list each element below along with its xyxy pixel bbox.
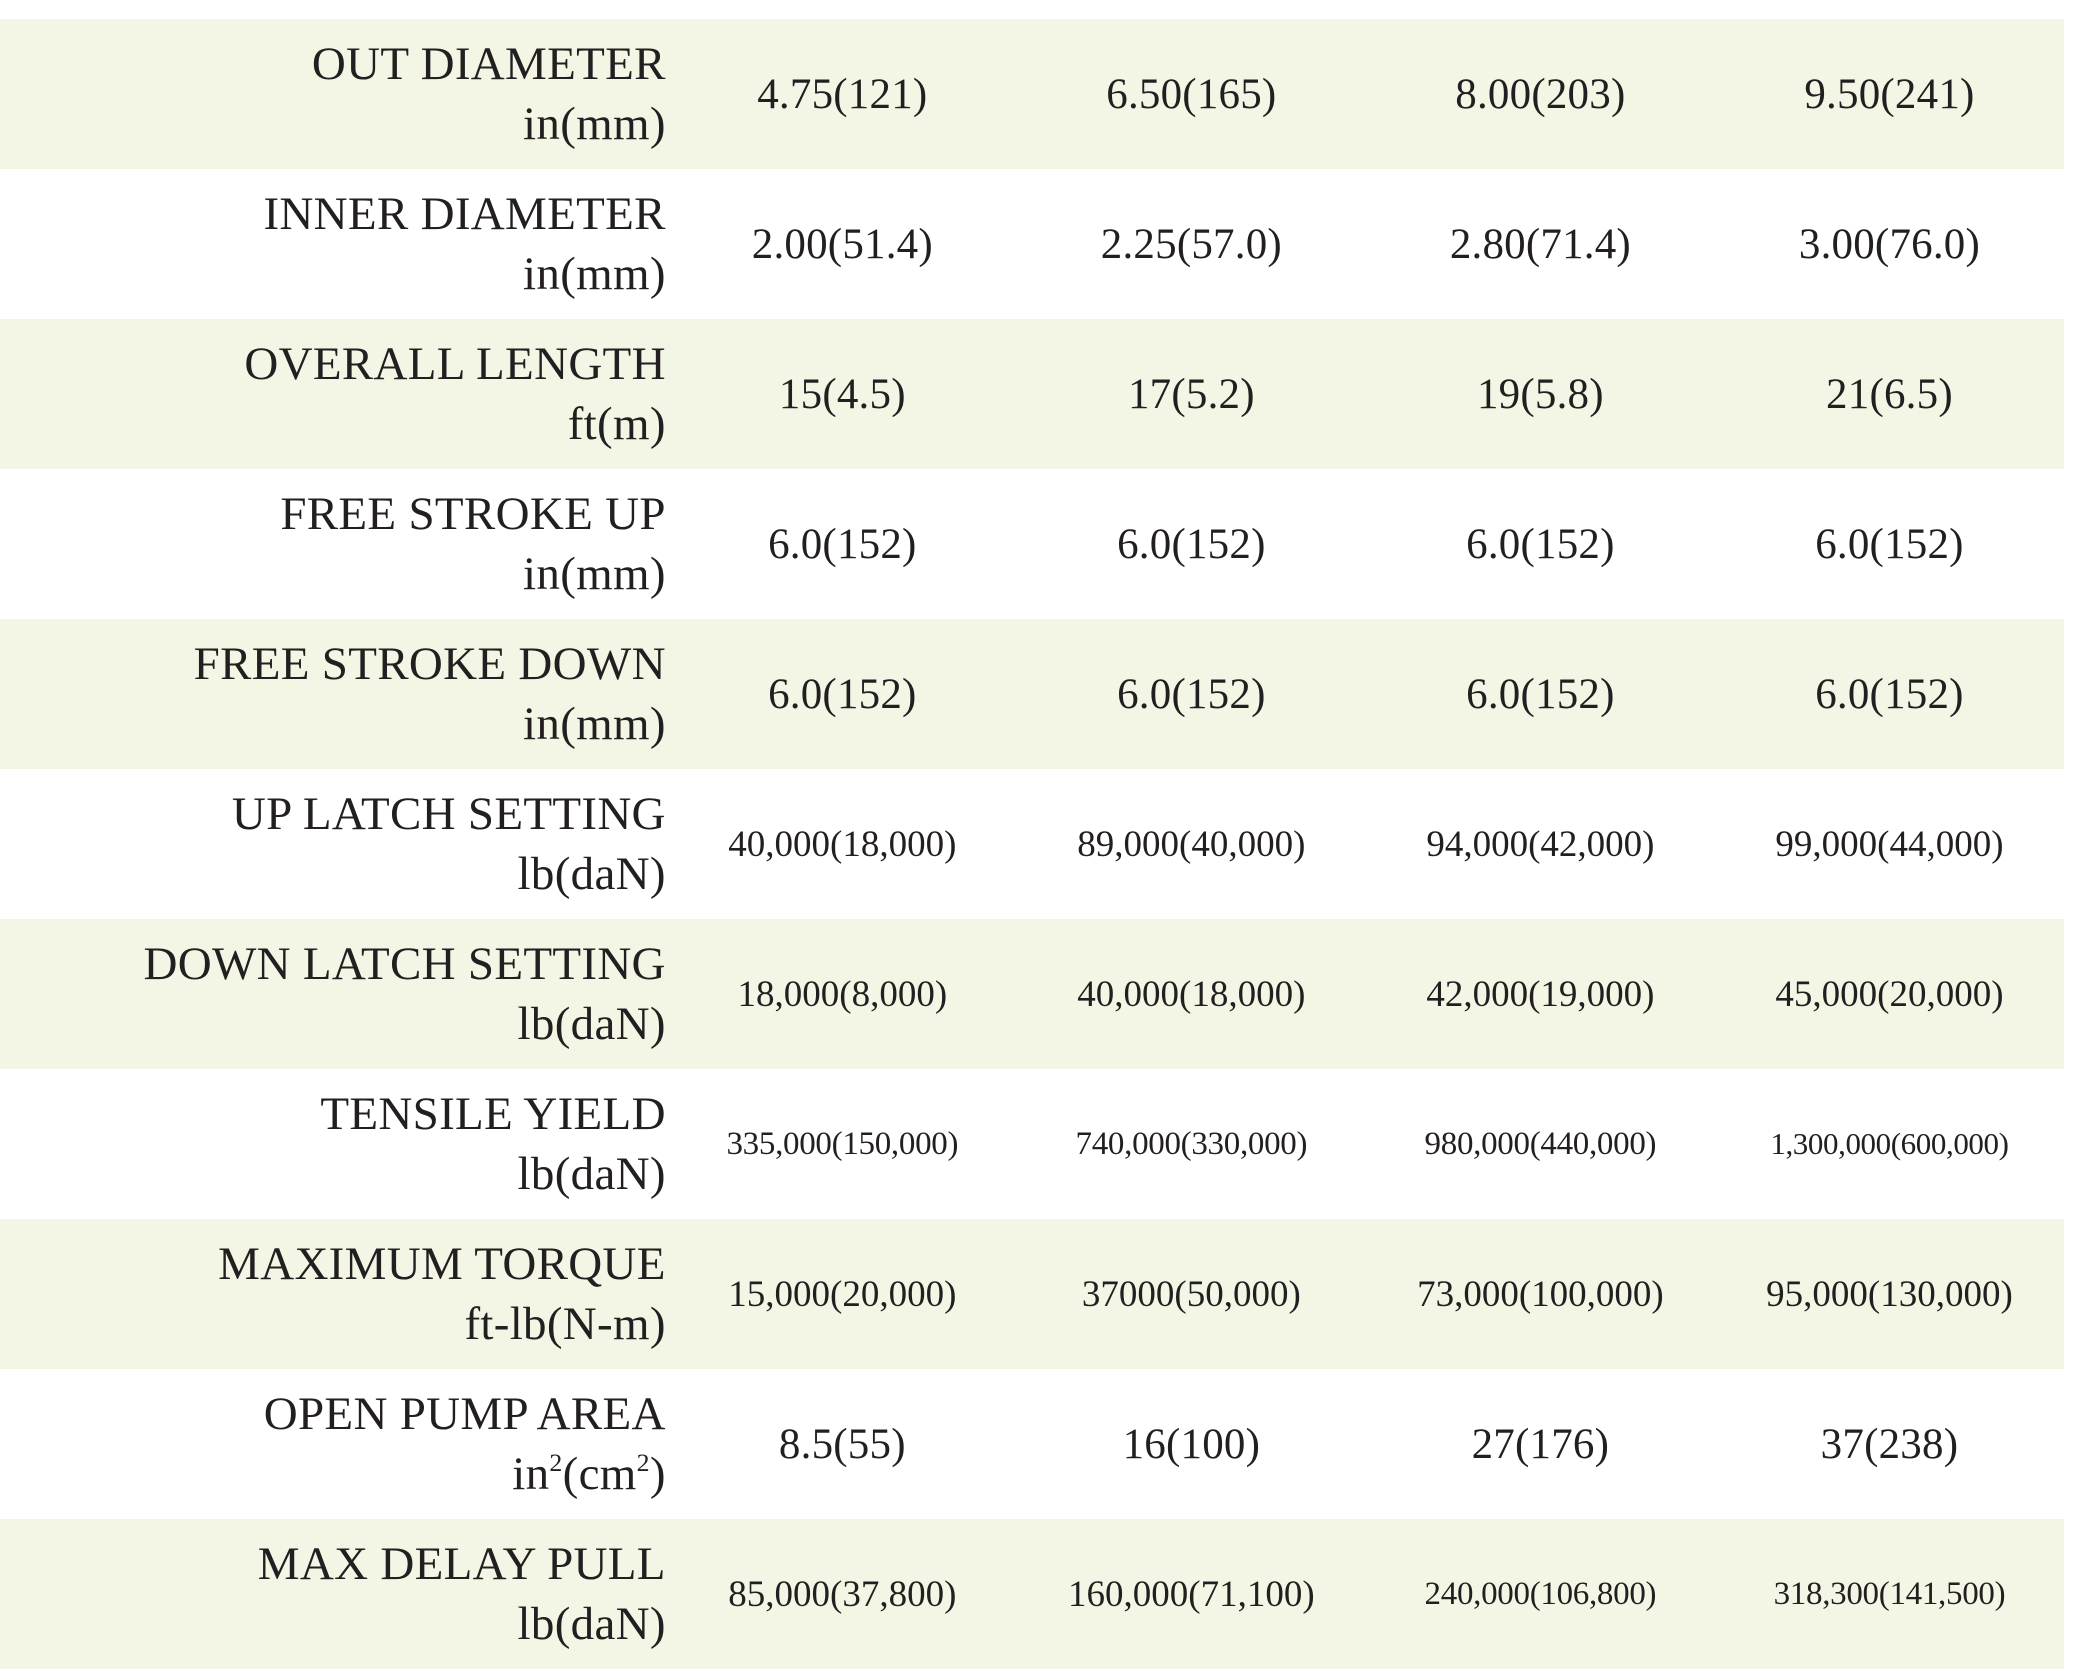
unit-part: in [512,1448,550,1500]
value-cell: 89,000(40,000) [1017,769,1366,919]
value-cell: 2.25(57.0) [1017,169,1366,319]
value-cell: 6.0(152) [1715,469,2064,619]
value-cell: 2.80(71.4) [1366,169,1715,319]
unit-part: (cm [562,1448,637,1500]
parameter-name: MAX DELAY PULL [257,1538,666,1590]
value-cell: 27(176) [1366,1369,1715,1519]
table-row [0,1069,2064,1219]
parameter-label [0,919,668,1069]
parameter-name: OPEN PUMP AREA [263,1388,666,1440]
value-cell: 3.00(76.0) [1715,169,2064,319]
value-cell: 40,000(18,000) [1017,919,1366,1069]
value-cell: 6.0(152) [1366,469,1715,619]
table-row [0,319,2064,469]
table-row [0,919,2064,1069]
value-cell: 15,000(20,000) [668,1219,1017,1369]
table-row [0,469,2064,619]
value-cell: 73,000(100,000) [1366,1219,1715,1369]
parameter-unit [0,1444,666,1504]
value-cell: 94,000(42,000) [1366,769,1715,919]
table-row [0,1219,2064,1369]
table-row [0,1519,2064,1669]
value-cell: 6.0(152) [1366,619,1715,769]
parameter-label [0,319,668,469]
parameter-name: DOWN LATCH SETTING [143,938,666,990]
value-cell: 8.5(55) [668,1369,1017,1519]
unit-superscript: 2 [549,1447,563,1477]
value-cell: 6.0(152) [668,469,1017,619]
value-cell: 21(6.5) [1715,319,2064,469]
value-cell: 37(238) [1715,1369,2064,1519]
value-cell: 99,000(44,000) [1715,769,2064,919]
value-cell: 40,000(18,000) [668,769,1017,919]
table-row [0,769,2064,919]
parameter-unit: lb(daN) [517,1148,666,1200]
parameter-name: MAXIMUM TORQUE [218,1238,666,1290]
value-cell: 16(100) [1017,1369,1366,1519]
value-cell: 6.50(165) [1017,19,1366,169]
parameter-name: TENSILE YIELD [320,1088,666,1140]
parameter-label [0,19,668,169]
table-row [0,619,2064,769]
parameter-label [0,769,668,919]
parameter-name: OVERALL LENGTH [244,338,666,390]
parameter-unit: in(mm) [523,548,666,600]
value-cell: 318,300(141,500) [1715,1519,2064,1669]
parameter-label [0,1069,668,1219]
specifications-table [0,19,2064,1669]
value-cell: 6.0(152) [1715,619,2064,769]
parameter-label [0,1519,668,1669]
parameter-unit: in(mm) [523,98,666,150]
parameter-unit: ft-lb(N-m) [464,1298,666,1350]
parameter-name: FREE STROKE DOWN [193,638,666,690]
value-cell: 160,000(71,100) [1017,1519,1366,1669]
parameter-unit: in(mm) [523,698,666,750]
parameter-unit: lb(daN) [517,1598,666,1650]
parameter-name: OUT DIAMETER [311,38,666,90]
value-cell: 95,000(130,000) [1715,1219,2064,1369]
value-cell: 1,300,000(600,000) [1715,1069,2064,1219]
table-row [0,169,2064,319]
table-row [0,19,2064,169]
unit-superscript: 2 [636,1447,650,1477]
value-cell: 85,000(37,800) [668,1519,1017,1669]
parameter-name: FREE STROKE UP [280,488,666,540]
unit-part: ) [649,1448,666,1500]
value-cell: 6.0(152) [1017,469,1366,619]
value-cell: 45,000(20,000) [1715,919,2064,1069]
table-row [0,1369,2064,1519]
value-cell: 18,000(8,000) [668,919,1017,1069]
parameter-label [0,1369,668,1519]
parameter-label [0,469,668,619]
value-cell: 2.00(51.4) [668,169,1017,319]
value-cell: 4.75(121) [668,19,1017,169]
value-cell: 6.0(152) [668,619,1017,769]
parameter-label [0,169,668,319]
value-cell: 15(4.5) [668,319,1017,469]
parameter-label [0,619,668,769]
parameter-name: INNER DIAMETER [263,188,666,240]
value-cell: 17(5.2) [1017,319,1366,469]
value-cell: 8.00(203) [1366,19,1715,169]
value-cell: 19(5.8) [1366,319,1715,469]
parameter-unit: lb(daN) [517,998,666,1050]
parameter-label [0,1219,668,1369]
value-cell: 980,000(440,000) [1366,1069,1715,1219]
value-cell: 6.0(152) [1017,619,1366,769]
parameter-unit: ft(m) [567,398,666,450]
parameter-unit: lb(daN) [517,848,666,900]
value-cell: 37000(50,000) [1017,1219,1366,1369]
value-cell: 240,000(106,800) [1366,1519,1715,1669]
value-cell: 42,000(19,000) [1366,919,1715,1069]
value-cell: 335,000(150,000) [668,1069,1017,1219]
parameter-name: UP LATCH SETTING [231,788,666,840]
value-cell: 9.50(241) [1715,19,2064,169]
value-cell: 740,000(330,000) [1017,1069,1366,1219]
parameter-unit: in(mm) [523,248,666,300]
